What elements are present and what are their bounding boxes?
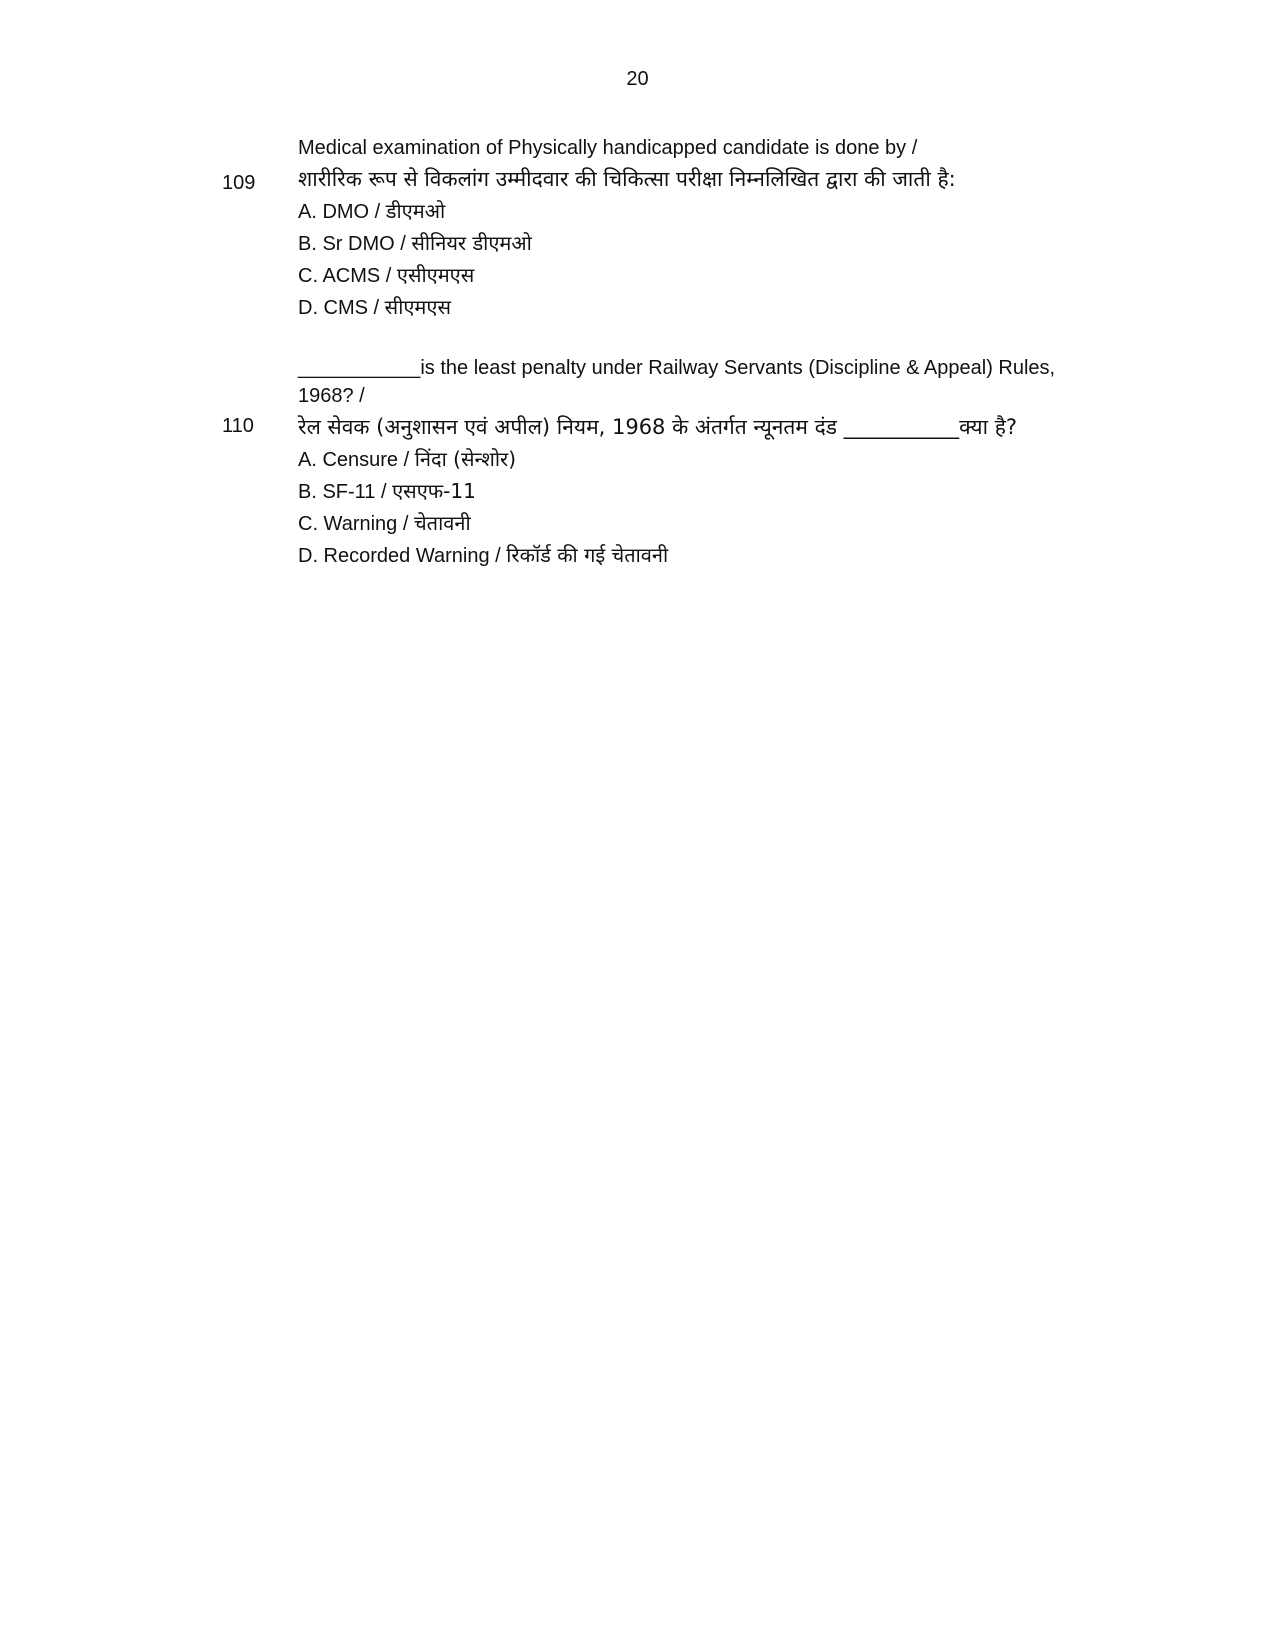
question-text-hindi: रेल सेवक (अनुशासन एवं अपील) नियम, 1968 के अंतर्गत न्यूनतम दंड ___________क्या है? — [298, 415, 1018, 439]
option-label: C. ACMS / — [298, 265, 397, 287]
option-label: A. DMO / — [298, 201, 386, 223]
option-hindi: रिकॉर्ड की गई चेतावनी — [506, 543, 669, 567]
option-label: C. Warning / — [298, 513, 414, 535]
option-label: B. Sr DMO / — [298, 233, 412, 255]
question-body — [298, 134, 1128, 324]
option-a — [298, 444, 1128, 476]
options-list — [298, 196, 1128, 324]
question-body — [298, 354, 1128, 572]
option-hindi: एसीएमएस — [396, 263, 475, 287]
page-number: 20 — [626, 68, 649, 90]
question-text-english-line1: ___________is the least penalty under Railway Servants (Discipline & Appeal) Rules, — [298, 357, 1056, 379]
option-label: D. Recorded Warning / — [298, 545, 507, 567]
option-d — [298, 540, 1128, 572]
question-text-english: Medical examination of Physically handicapped candidate is done by / — [298, 137, 918, 159]
question-number: 109 — [222, 172, 256, 194]
option-b — [298, 476, 1128, 508]
option-hindi: एसएफ-11 — [392, 479, 476, 503]
option-label: A. Censure / — [298, 449, 415, 471]
question-text-english-line2: 1968? / — [298, 385, 365, 407]
option-c — [298, 508, 1128, 540]
option-a — [298, 196, 1128, 228]
option-label: D. CMS / — [298, 297, 385, 319]
option-hindi: सीएमएस — [384, 295, 451, 319]
option-b — [298, 228, 1128, 260]
option-hindi: निंदा (सेन्शोर) — [414, 447, 517, 471]
option-hindi: सीनियर डीएमओ — [411, 231, 532, 255]
option-d — [298, 292, 1128, 324]
question-text-hindi: शारीरिक रूप से विकलांग उम्मीदवार की चिकित्सा परीक्षा निम्नलिखित द्वारा की जाती है: — [298, 167, 956, 191]
option-c — [298, 260, 1128, 292]
options-list — [298, 444, 1128, 572]
question-number: 110 — [222, 415, 254, 437]
option-hindi: चेतावनी — [413, 511, 471, 535]
option-hindi: डीएमओ — [385, 199, 446, 223]
option-label: B. SF-11 / — [298, 481, 393, 503]
